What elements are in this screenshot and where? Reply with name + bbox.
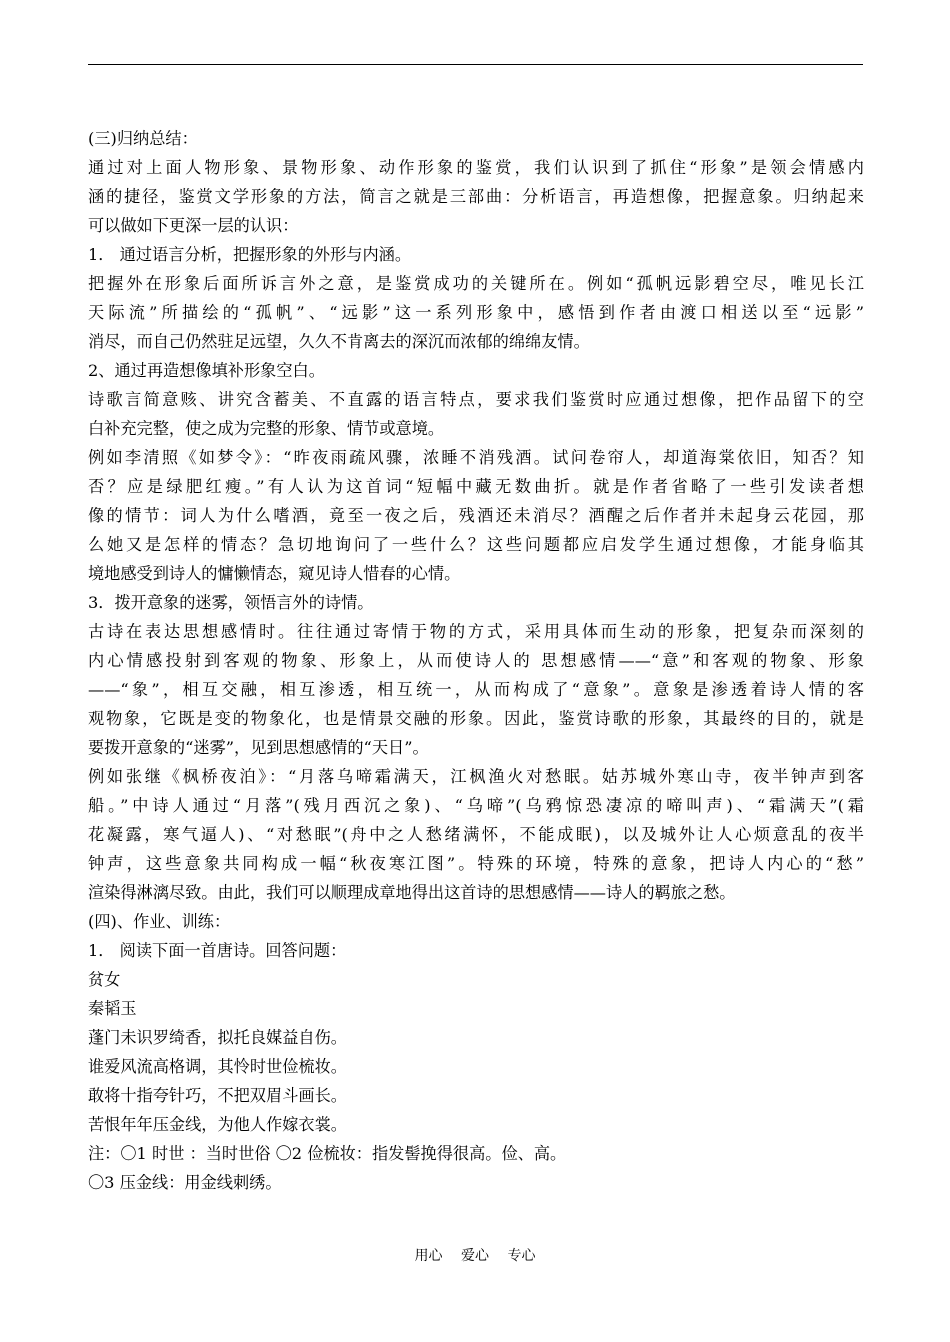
text-line: 2、通过再造想像填补形象空白。 xyxy=(88,361,325,380)
text-line: 古诗在表达思想感情时。往往通过寄情于物的方式，采用具体而生动的形象，把复杂而深刻的 xyxy=(88,622,864,641)
text-line: 消尽，而自己仍然驻足远望，久久不肯离去的深沉而浓郁的绵绵友情。 xyxy=(88,332,590,351)
text-line: (三)归纳总结： xyxy=(88,129,198,148)
footer-text-3: 专心 xyxy=(507,1248,536,1264)
text-line: 天际流”所描绘的“孤帆”、“远影”这一系列形象中，感悟到作者由渡口相送以至“远影” xyxy=(88,303,864,322)
text-line: 〇3 压金线：用金线刺绣。 xyxy=(88,1173,282,1192)
text-line: 境地感受到诗人的慵懒情态，窥见诗人惜春的心情。 xyxy=(88,564,461,583)
text-line: 么她又是怎样的情态？急切地询问了一些什么？这些问题都应启发学生通过想像，才能身临其 xyxy=(88,535,864,554)
text-line: 钟声，这些意象共同构成一幅“秋夜寒江图”。特殊的环境，特殊的意象，把诗人内心的“愁” xyxy=(88,854,864,873)
text-line: 内心情感投射到客观的物象、形象上，从而使诗人的 思想感情——“意”和客观的物象、形象 xyxy=(88,651,864,670)
text-line: 花凝露，寒气逼人)、“对愁眠”(舟中之人愁绪满怀，不能成眠)，以及城外让人心烦意乱的夜半 xyxy=(88,825,864,844)
text-line: 3．拨开意象的迷雾，领悟言外的诗情。 xyxy=(88,593,374,612)
text-line: 贫女 xyxy=(88,970,121,989)
text-line: 把握外在形象后面所诉言外之意，是鉴赏成功的关键所在。例如“孤帆远影碧空尽，唯见长江 xyxy=(88,274,864,293)
text-line: 通过对上面人物形象、景物形象、动作形象的鉴赏，我们认识到了抓住“形象”是领会情感内 xyxy=(88,158,864,177)
text-line: 观物象，它既是变的物象化，也是情景交融的形象。因此，鉴赏诗歌的形象，其最终的目的，就是 xyxy=(88,709,864,728)
text-line: 蓬门未识罗绮香，拟托良媒益自伤。 xyxy=(88,1028,347,1047)
text-line: 像的情节：词人为什么嗜酒，竟至一夜之后，残酒还未消尽？酒醒之后作者并未起身云花园，那 xyxy=(88,506,864,525)
document-body xyxy=(88,124,864,1197)
text-line: 例如张继《枫桥夜泊》：“月落乌啼霜满天，江枫渔火对愁眠。姑苏城外寒山寺，夜半钟声到客 xyxy=(88,767,864,786)
text-line: ——“象”，相互交融，相互渗透，相互统一，从而构成了“意象”。意象是渗透着诗人情的客 xyxy=(88,680,864,699)
footer-text-1: 用心 xyxy=(414,1248,443,1264)
text-line: 例如李清照《如梦令》：“昨夜雨疏风骤，浓睡不消残酒。试问卷帘人，却道海棠依旧，知否？知 xyxy=(88,448,864,467)
text-line: 1． 通过语言分析，把握形象的外形与内涵。 xyxy=(88,245,412,264)
text-line: (四)、作业、训练： xyxy=(88,912,231,931)
footer-text-2: 爱心 xyxy=(461,1248,489,1264)
header-rule xyxy=(88,64,863,65)
text-line: 秦韬玉 xyxy=(88,999,137,1018)
page-footer xyxy=(0,1246,950,1266)
text-line: 船。”中诗人通过“月落”(残月西沉之象)、“乌啼”(乌鸦惊恐凄凉的啼叫声)、“霜满天”(霜 xyxy=(88,796,864,815)
text-line: 注：〇1 时世 ：当时世俗 〇2 俭梳妆：指发髻挽得很高。俭、高。 xyxy=(88,1144,567,1163)
text-line: 涵的捷径，鉴赏文学形象的方法，简言之就是三部曲：分析语言，再造想像，把握意象。归纳起来 xyxy=(88,187,864,206)
text-line: 敢将十指夸针巧，不把双眉斗画长。 xyxy=(88,1086,347,1105)
text-line: 诗歌言简意赅、讲究含蓄美、不直露的语言特点，要求我们鉴赏时应通过想像，把作品留下的空 xyxy=(88,390,864,409)
text-line: 否？应是绿肥红瘦。”有人认为这首词“短幅中藏无数曲折。就是作者省略了一些引发读者想 xyxy=(88,477,864,496)
text-line: 1． 阅读下面一首唐诗。回答问题： xyxy=(88,941,347,960)
text-line: 要拨开意象的“迷雾”，见到思想感情的“天日”。 xyxy=(88,738,429,757)
text-line: 渲染得淋漓尽致。由此，我们可以顺理成章地得出这首诗的思想感情——诗人的羁旅之愁。 xyxy=(88,883,736,902)
text-line: 白补充完整，使之成为完整的形象、情节或意境。 xyxy=(88,419,445,438)
text-line: 可以做如下更深一层的认识： xyxy=(88,216,299,235)
text-line: 苦恨年年压金线，为他人作嫁衣裳。 xyxy=(88,1115,347,1134)
text-line: 谁爱风流高格调，其怜时世俭梳妆。 xyxy=(88,1057,347,1076)
